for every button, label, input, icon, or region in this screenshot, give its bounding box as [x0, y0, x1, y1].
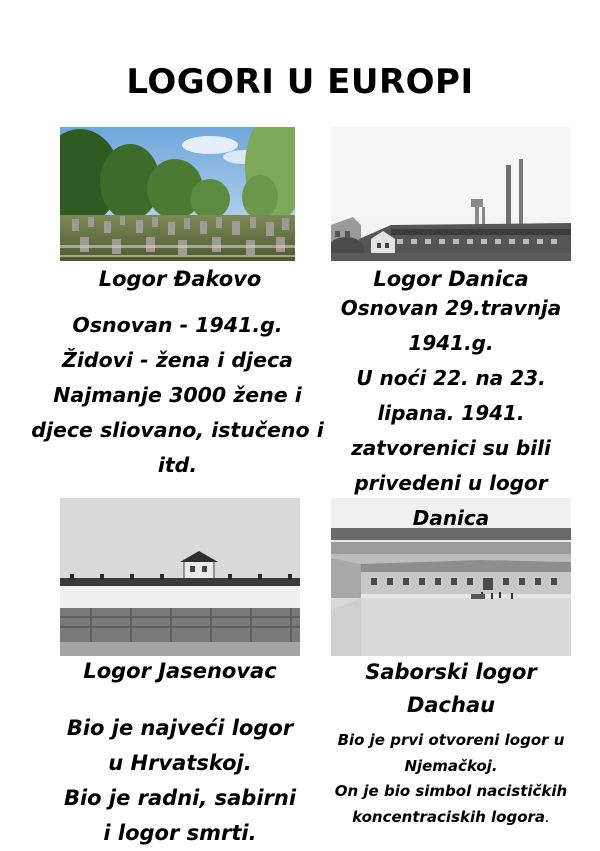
danica-factory-photo [331, 127, 571, 261]
danica-line-7: Danica [412, 506, 490, 530]
dakovo-cemetery-photo [60, 127, 295, 261]
danica-description [331, 291, 571, 536]
dachau-line-4-text: koncentraciskih logora [352, 807, 546, 826]
page-title: LOGORI U EUROPI [126, 62, 474, 102]
jasenovac-description [50, 711, 310, 851]
dachau-line-4 [306, 805, 596, 831]
danica-line-3: U noći 22. na 23. [356, 366, 546, 390]
caption-dachau-line-1: Saborski logor [365, 660, 537, 684]
dakovo-line-5: itd. [157, 453, 198, 477]
dakovo-line-4: djece sliovano, istučeno i [31, 418, 324, 442]
caption-danica: Logor Danica [373, 267, 529, 291]
jasenovac-line-4: i logor smrti. [103, 821, 257, 845]
jasenovac-line-3: Bio je radni, sabirni [63, 786, 297, 810]
caption-jasenovac: Logor Jasenovac [83, 659, 277, 683]
jasenovac-line-2: u Hrvatskoj. [108, 751, 252, 775]
caption-dachau [331, 656, 571, 722]
caption-dakovo: Logor Đakovo [98, 267, 262, 291]
dachau-line-1: Bio je prvi otvoreni logor u [337, 731, 565, 749]
dachau-line-3: On je bio simbol nacističkih [334, 782, 568, 800]
dakovo-line-3: Najmanje 3000 žene i [53, 383, 302, 407]
jasenovac-watchtower-photo [60, 498, 300, 656]
jasenovac-line-1: Bio je najveći logor [66, 716, 294, 740]
dachau-line-2: Njemačkoj. [404, 756, 498, 775]
danica-line-1: Osnovan 29.travnja [340, 296, 562, 320]
caption-dachau-line-2: Dachau [406, 693, 496, 717]
dakovo-description [0, 308, 355, 483]
dakovo-line-2: Židovi - žena i djeca [62, 348, 293, 372]
dakovo-line-1: Osnovan - 1941.g. [72, 313, 283, 337]
danica-line-6: privedeni u logor [354, 471, 548, 495]
dachau-description [306, 728, 596, 830]
dachau-line-4-period: . [545, 807, 550, 826]
danica-line-2: 1941.g. [408, 331, 494, 355]
danica-line-4: lipana. 1941. [377, 401, 525, 425]
danica-line-5: zatvorenici su bili [351, 436, 551, 460]
